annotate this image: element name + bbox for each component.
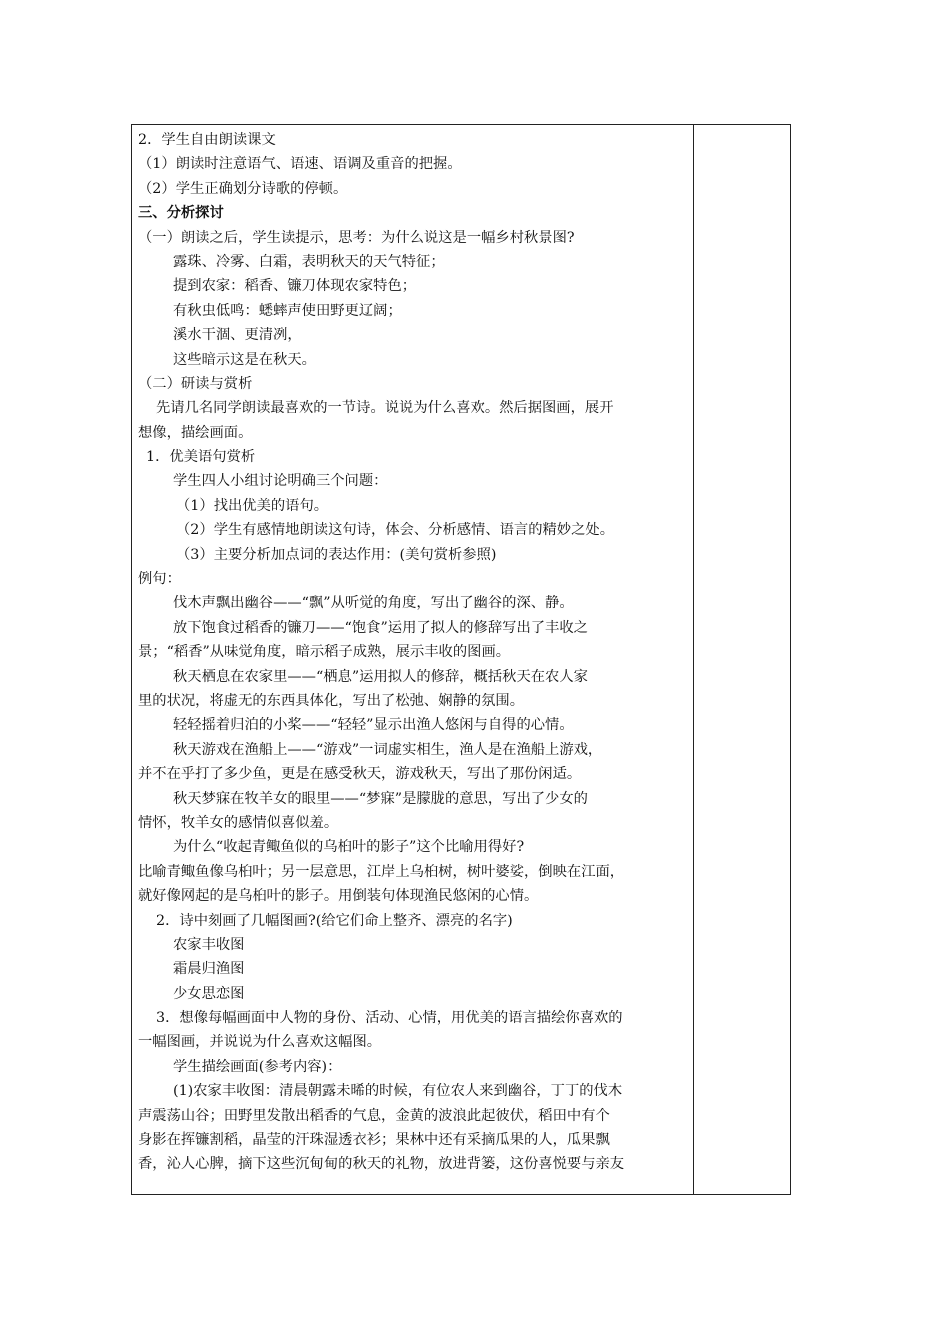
text-line: 香，沁人心脾，摘下这些沉甸甸的秋天的礼物，放进背篓，这份喜悦要与亲友 — [138, 1156, 625, 1173]
text-line: 农家丰收图 — [173, 936, 245, 953]
text-line: 3．想像每幅画面中人物的身份、活动、心情，用优美的语言描绘你喜欢的 — [156, 1010, 623, 1027]
text-line: 比喻青鲰鱼像乌桕叶；另一层意思，江岸上乌桕树，树叶婆娑，倒映在江面， — [138, 863, 625, 880]
text-line: （2）学生正确划分诗歌的停顿。 — [138, 180, 348, 197]
text-line: 1．优美语句赏析 — [146, 449, 256, 466]
text-line: （2）学生有感情地朗读这句诗，体会、分析感情、语言的精妙之处。 — [176, 522, 614, 539]
text-line: （二）研读与赏析 — [138, 375, 253, 392]
text-line: 先请几名同学朗读最喜欢的一节诗。说说为什么喜欢。然后据图画，展开 — [156, 400, 614, 417]
section-heading: 三、分析探讨 — [138, 205, 224, 222]
text-line: 秋天梦寐在牧羊女的眼里——“梦寐”是朦胧的意思，写出了少女的 — [173, 790, 588, 807]
lesson-content-cell — [138, 128, 688, 1177]
text-line: 这些暗示这是在秋天。 — [173, 351, 316, 368]
text-line: （1）找出优美的语句。 — [176, 497, 329, 514]
text-line: 想像，描绘画面。 — [138, 424, 253, 441]
text-line: 露珠、冷雾、白霜，表明秋天的天气特征； — [173, 253, 445, 270]
text-line: 秋天游戏在渔船上——“游戏”一词虚实相生，渔人是在渔船上游戏， — [173, 741, 603, 758]
text-line: 一幅图画，并说说为什么喜欢这幅图。 — [138, 1034, 382, 1051]
text-line: 景；“稻香”从味觉角度，暗示稻子成熟，展示丰收的图画。 — [138, 644, 511, 661]
text-line: 霜晨归渔图 — [173, 961, 245, 978]
text-line: 里的状况，将虚无的东西具体化，写出了松弛、娴静的氛围。 — [138, 692, 525, 709]
text-line: 情怀，牧羊女的感情似喜似羞。 — [138, 814, 339, 831]
text-line: 秋天栖息在农家里——“栖息”运用拟人的修辞，概括秋天在农人家 — [173, 668, 588, 685]
text-line: 身影在挥镰割稻，晶莹的汗珠湿透衣衫；果林中还有采摘瓜果的人，瓜果飘 — [138, 1132, 610, 1149]
text-line: （1）朗读时注意语气、语速、语调及重音的把握。 — [138, 156, 462, 173]
text-line: 声震荡山谷；田野里发散出稻香的气息，金黄的波浪此起彼伏，稻田中有个 — [138, 1107, 610, 1124]
text-line: 为什么“收起青鲰鱼似的乌桕叶的影子”这个比喻用得好? — [173, 839, 525, 856]
text-line: 2．学生自由朗读课文 — [138, 132, 276, 148]
text-line: （一）朗读之后，学生读提示，思考：为什么说这是一幅乡村秋景图? — [138, 229, 575, 246]
text-line: 溪水干涸、更清冽， — [173, 327, 302, 344]
text-line: (1)农家丰收图：清晨朝露未晞的时候，有位农人来到幽谷，丁丁的伐木 — [173, 1083, 623, 1100]
table-column-divider — [693, 124, 694, 1195]
text-line: 学生四人小组讨论明确三个问题： — [173, 473, 388, 490]
text-line: 例句： — [138, 571, 181, 588]
text-line: 并不在乎打了多少鱼，更是在感受秋天，游戏秋天，写出了那份闲适。 — [138, 766, 582, 783]
text-line: 伐木声飘出幽谷——“飘”从听觉的角度，写出了幽谷的深、静。 — [173, 595, 574, 612]
text-line: 就好像网起的是乌桕叶的影子。用倒装句体现渔民悠闲的心情。 — [138, 888, 539, 905]
text-line: 少女思恋图 — [173, 985, 245, 1002]
text-line: 放下饱食过稻香的镰刀——“饱食”运用了拟人的修辞写出了丰收之 — [173, 619, 588, 636]
text-line: 提到农家：稻香、镰刀体现农家特色； — [173, 278, 417, 295]
text-line: 2．诗中刻画了几幅图画?(给它们命上整齐、漂亮的名字) — [156, 912, 513, 929]
text-line: 学生描绘画面(参考内容)： — [173, 1058, 342, 1075]
text-line: 轻轻摇着归泊的小桨——“轻轻”显示出渔人悠闲与自得的心情。 — [173, 717, 574, 734]
text-line: 有秋虫低鸣：蟋蟀声使田野更辽阔； — [173, 302, 402, 319]
text-line: （3）主要分析加点词的表达作用：(美句赏析参照) — [176, 546, 497, 563]
